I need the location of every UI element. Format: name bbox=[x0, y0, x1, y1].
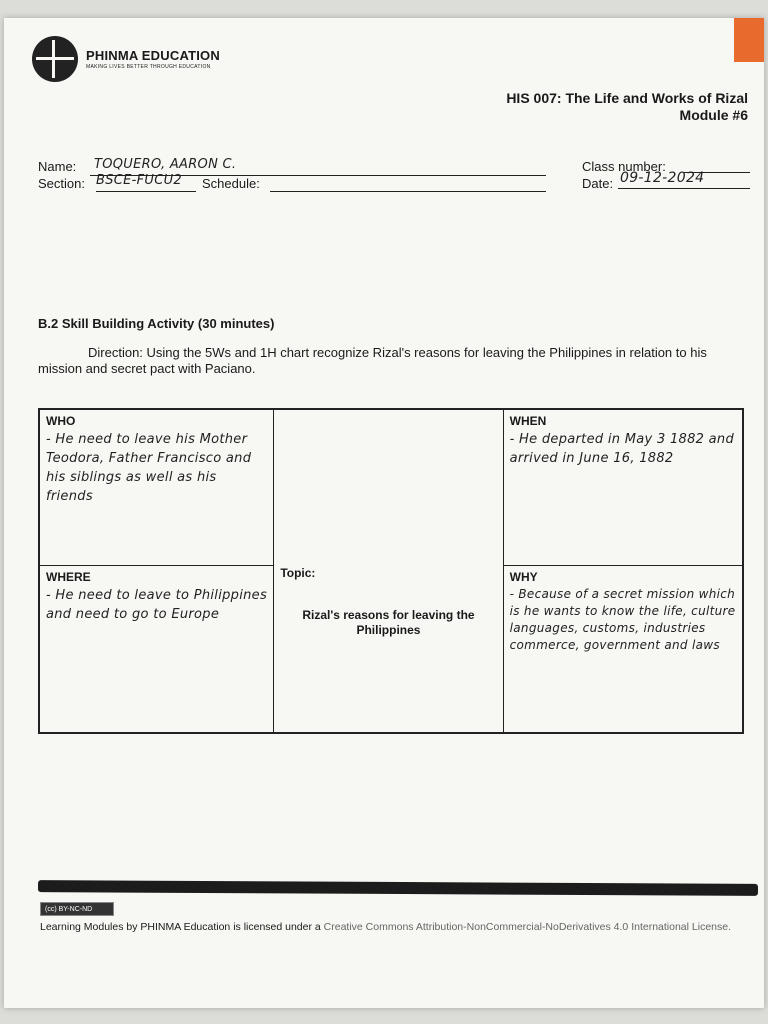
when-label: WHEN bbox=[509, 414, 547, 428]
worksheet-page bbox=[4, 18, 764, 1008]
section-label: Section: bbox=[38, 176, 85, 191]
topic-text: Rizal's reasons for leaving the Philippines bbox=[302, 608, 475, 637]
where-cell[interactable] bbox=[39, 565, 274, 733]
footer-divider bbox=[38, 880, 758, 896]
course-title: HIS 007: The Life and Works of Rizal bbox=[506, 90, 748, 106]
cc-badge-text: BY-NC-ND bbox=[58, 906, 93, 913]
license-text bbox=[40, 920, 740, 935]
schedule-label: Schedule: bbox=[202, 176, 260, 191]
schedule-line bbox=[270, 191, 546, 192]
who-cell[interactable] bbox=[39, 409, 274, 565]
class-number-label: Class number: bbox=[582, 159, 666, 174]
where-answer[interactable]: - He need to leave to Philippines and need to go to Europe bbox=[46, 587, 268, 622]
cc-license-badge: (cc) BY-NC-ND bbox=[40, 902, 114, 916]
activity-direction: Direction: Using the 5Ws and 1H chart recognize Rizal's reasons for leaving the Philippines in relation to his mission and secret pact with Paciano. bbox=[38, 345, 707, 376]
when-answer[interactable]: - He departed in May 3 1882 and arrived in June 16, 1882 bbox=[509, 432, 735, 466]
name-field[interactable]: TOQUERO, AARON C. bbox=[94, 157, 237, 172]
topic-label: Topic: bbox=[280, 566, 316, 580]
logo-icon bbox=[32, 36, 78, 82]
where-label: WHERE bbox=[46, 569, 91, 584]
why-answer[interactable]: - Because of a secret mission which is he wants to know the life, culture languages, customs, industries commerce, government and laws bbox=[509, 586, 736, 652]
corner-accent bbox=[734, 18, 764, 62]
topic-cell bbox=[274, 409, 503, 733]
license-link[interactable]: Creative Commons Attribution-NonCommercial-NoDerivatives 4.0 International License. bbox=[323, 921, 732, 933]
activity-title: B.2 Skill Building Activity (30 minutes) bbox=[38, 316, 275, 331]
module-number: Module #6 bbox=[679, 107, 748, 123]
when-cell[interactable] bbox=[503, 409, 743, 565]
why-label: WHY bbox=[509, 569, 538, 584]
why-cell[interactable] bbox=[503, 565, 743, 733]
course-heading bbox=[506, 90, 748, 124]
date-label: Date: bbox=[582, 176, 614, 191]
brand-tagline: MAKING LIVES BETTER THROUGH EDUCATION bbox=[86, 64, 211, 70]
date-line bbox=[618, 188, 750, 189]
date-field[interactable]: 09-12-2024 bbox=[620, 170, 705, 186]
brand-name: PHINMA EDUCATION bbox=[86, 48, 220, 63]
license-prefix: Learning Modules by PHINMA Education is licensed under a bbox=[40, 921, 324, 933]
phinma-logo bbox=[32, 36, 220, 82]
who-label: WHO bbox=[46, 414, 76, 428]
section-field[interactable]: BSCE-FUCU2 bbox=[96, 173, 183, 188]
who-answer[interactable]: - He need to leave his Mother Teodora, Father Francisco and his siblings as well as his friends bbox=[46, 432, 252, 504]
section-line bbox=[96, 191, 196, 192]
name-label: Name: bbox=[38, 159, 77, 174]
5w1h-chart bbox=[38, 408, 744, 734]
